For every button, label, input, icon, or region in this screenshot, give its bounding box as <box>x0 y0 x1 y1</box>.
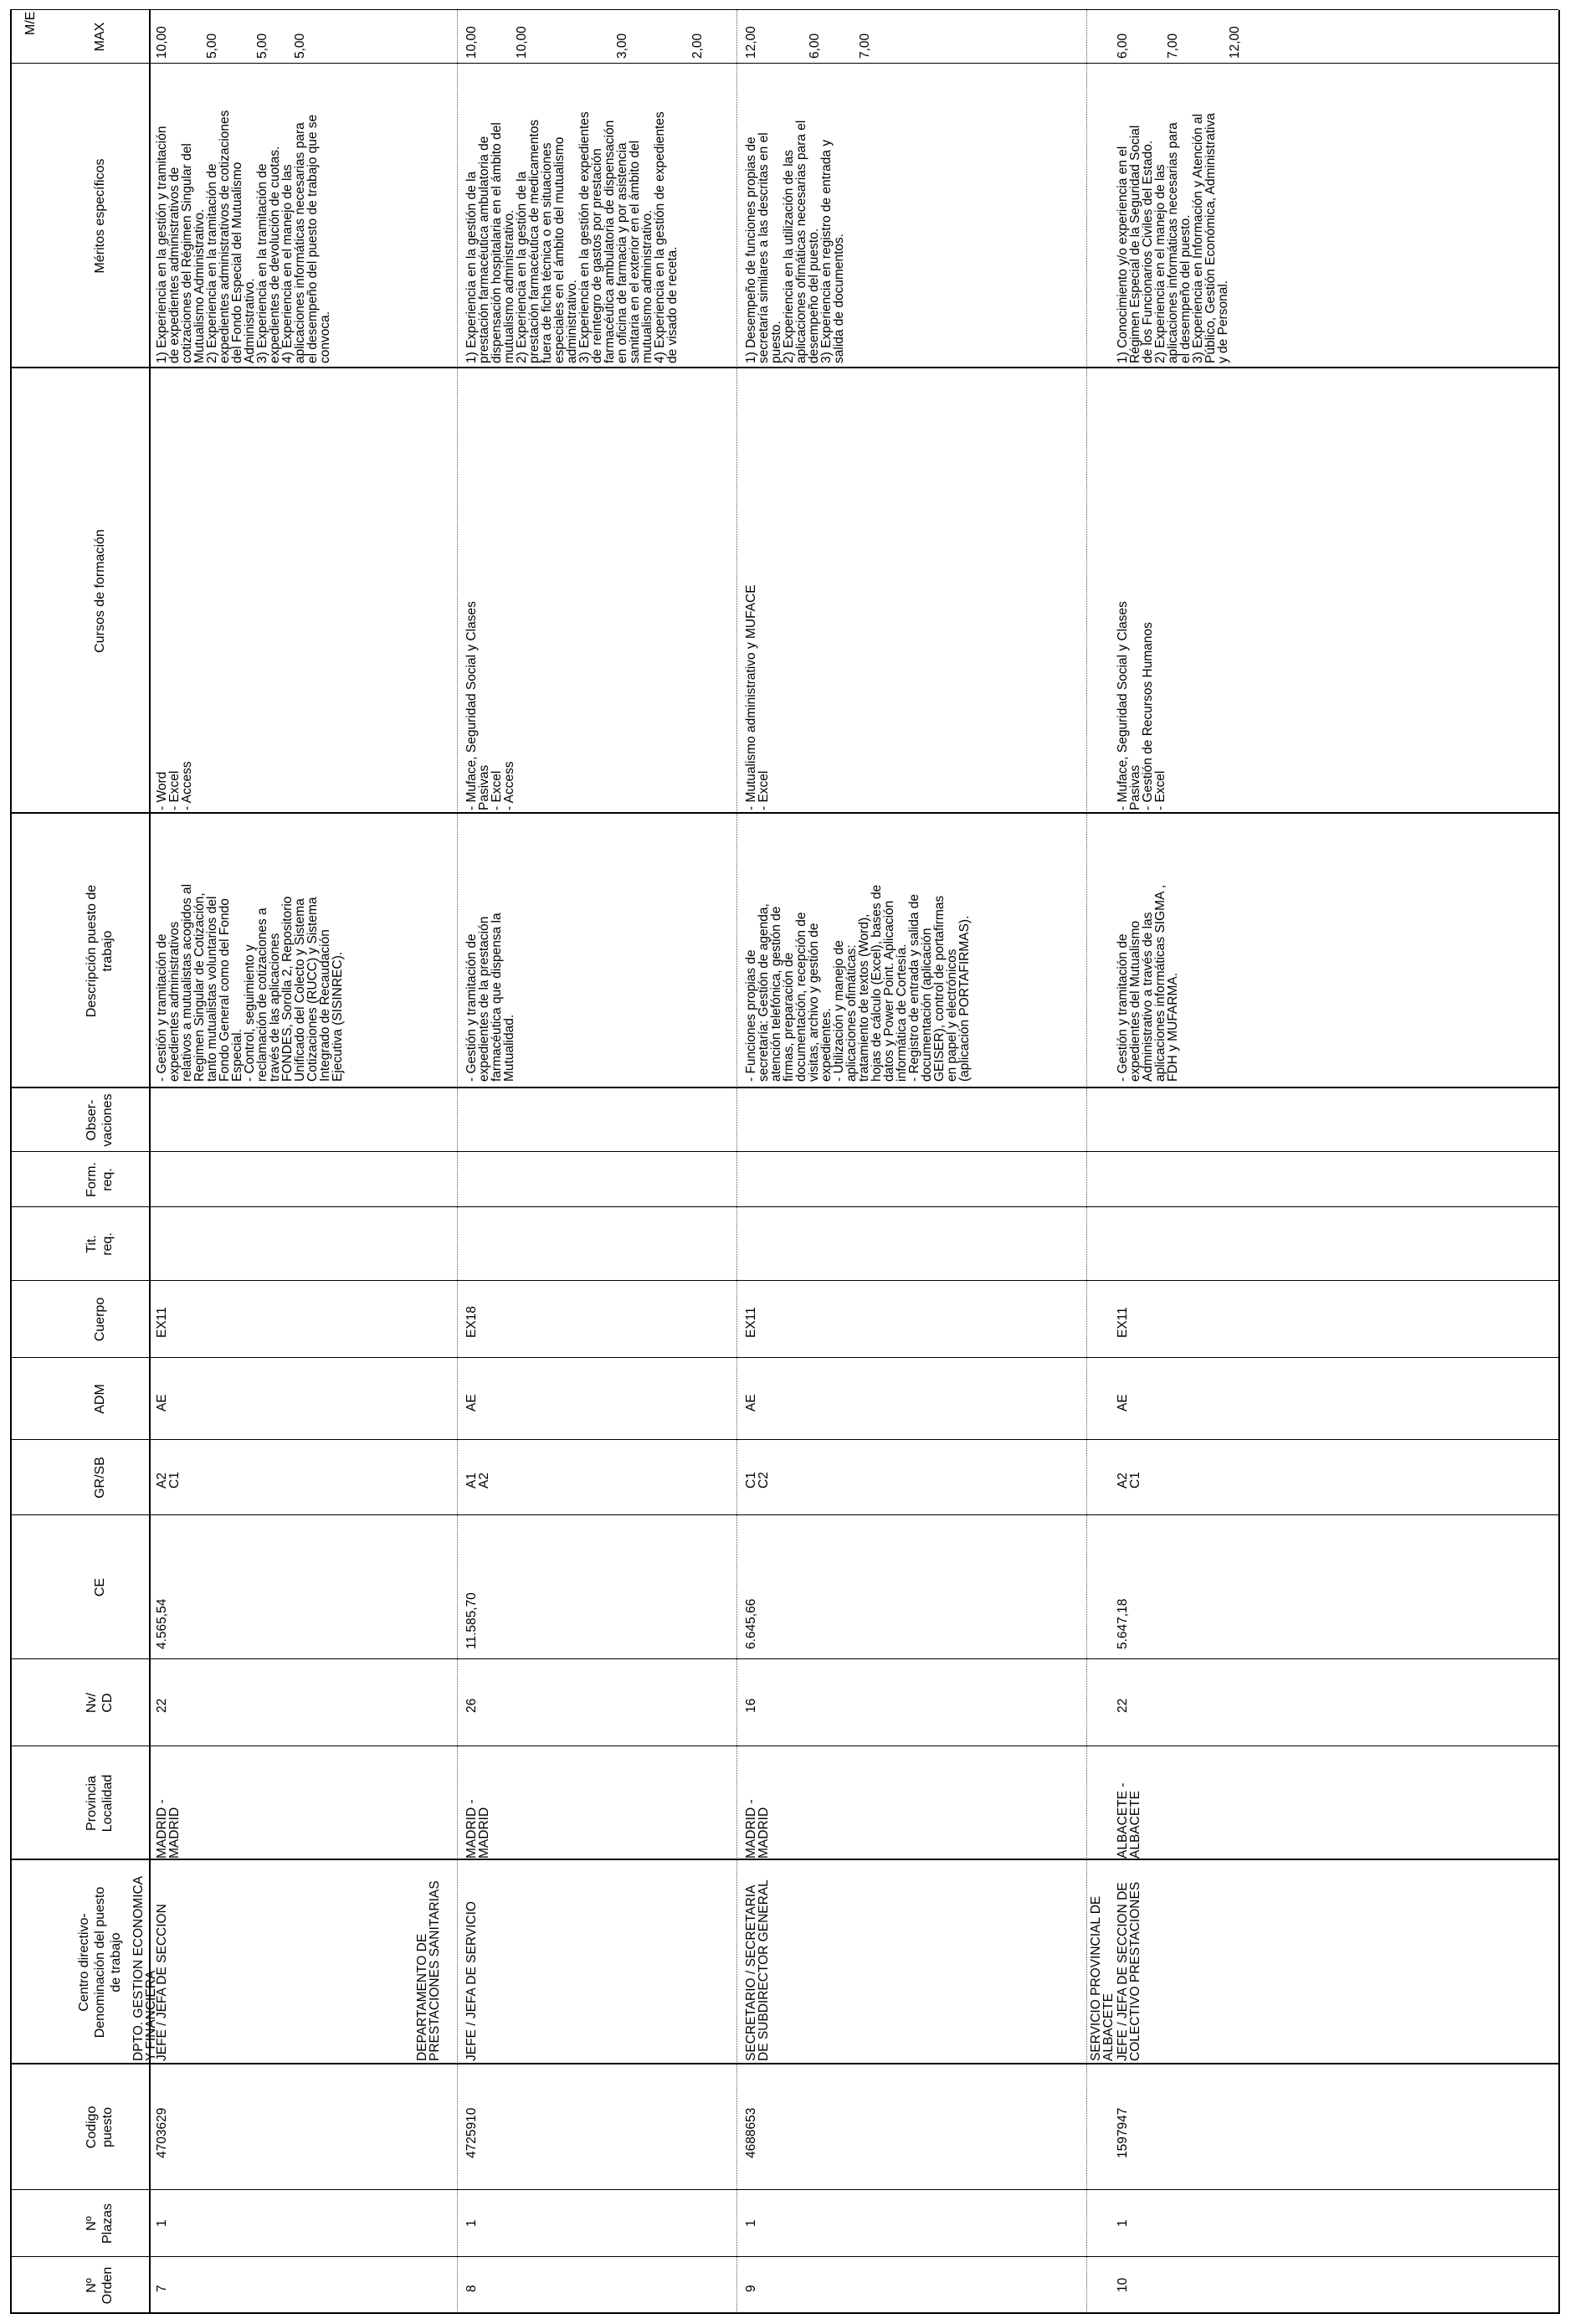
header-adm-label: ADM <box>92 1384 107 1414</box>
cell-nivel: 16 <box>744 1698 758 1713</box>
cell-adm: AE <box>744 1394 758 1411</box>
col-border <box>10 1206 1558 1207</box>
header-nivel <box>50 1659 149 1746</box>
header-cuerpo <box>50 1281 149 1358</box>
cell-meritos: 1) Experiencia en la gestión de la prestación farmacéutica ambulatoria de dispensación hospitalaria en el ámbito del mutualismo administrativo. 2) Experiencia en la gestión de la prestación farmacéutica de medicamentos fuera de ficha técnica o en situaciones especiales en el ámbito del mutualismo administrativo. 3) Experiencia en la gestión de expedientes de reintegro de gastos por prestación farmacéutica ambulatoria de dispensación en oficina de farmacia y por asistencia sanitaria en el exterior en el ámbito del mutualismo administrativo. 4) Experiencia en la gestión de expedientes de visado de receta. <box>464 111 680 363</box>
cell-max-value: 2,00 <box>690 33 705 59</box>
cell-codigo: 4688653 <box>744 2107 758 2158</box>
header-orden <box>50 2257 149 2314</box>
header-plazas <box>50 2190 149 2257</box>
cell-centro-unit: DEPARTAMENTO DE PRESTACIONES SANITARIAS <box>415 1880 442 2061</box>
cell-meritos: 1) Experiencia en la gestión y tramitación de expedientes administrativos de cotizaciones del Régimen Singular del Mutualismo Administrativo. 2) Experiencia en la tramitación de expedientes administrativos de cotizaciones del Fondo Especial del Mutualismo Administrativo. 3) Experiencia en la tramitación de expedientes de devolución de cuotas. 4) Experiencia en el manejo de las aplicaciones informáticas necesarias para el desempeño del puesto de trabajo que se convoca. <box>155 110 332 363</box>
cell-max-value: 6,00 <box>1116 33 1130 59</box>
cell-plazas: 1 <box>744 2219 758 2227</box>
cell-max-value: 12,00 <box>744 26 758 59</box>
header-formacion-label: Form. req. <box>85 1162 115 1197</box>
cell-nivel: 22 <box>1116 1698 1130 1713</box>
col-border <box>10 2063 1558 2064</box>
header-me <box>10 0 50 35</box>
cell-orden: 10 <box>1116 2277 1130 2292</box>
cell-meritos: 1) Desempeño de funciones propias de secretaría similares a las descritas en el puesto. 2) Experiencia en la utilización de las aplicaciones ofimáticas necesarias para el desempeño del puesto. 3) Experiencia en registro de entrada y salida de documentos. <box>744 120 846 363</box>
cell-ce: 4.565,54 <box>155 1598 169 1649</box>
cell-provincia: MADRID - MADRID <box>464 1799 491 1859</box>
cell-puesto: JEFE / JEFA DE SECCION DE COLECTIVO PRESTACIONES <box>1116 1881 1142 2061</box>
cell-codigo: 4703629 <box>155 2107 169 2158</box>
header-plazas-label: Nº Plazas <box>85 2203 115 2244</box>
col-border <box>10 812 1558 814</box>
header-descripcion <box>50 814 149 1088</box>
cell-orden: 9 <box>744 2285 758 2292</box>
header-grsb <box>50 1440 149 1515</box>
header-titulacion <box>50 1207 149 1281</box>
header-ce <box>50 1515 149 1659</box>
cell-adm: AE <box>464 1394 479 1411</box>
cell-cuerpo: EX11 <box>155 1307 169 1338</box>
header-ce-label: CE <box>92 1577 107 1597</box>
cell-plazas: 1 <box>464 2219 479 2227</box>
cell-grsb: A2 C1 <box>1116 1472 1142 1488</box>
cell-max-value: 7,00 <box>858 33 872 59</box>
cell-max-value: 7,00 <box>1166 33 1180 59</box>
header-meritos <box>50 64 149 368</box>
col-border <box>10 1859 1558 1860</box>
cell-puesto: JEFE / JEFA DE SERVICIO <box>464 1901 479 2061</box>
cell-provincia: MADRID - MADRID <box>155 1799 182 1859</box>
header-titulacion-label: Tit. req. <box>85 1232 115 1256</box>
cell-nivel: 26 <box>464 1698 479 1713</box>
header-grsb-label: GR/SB <box>92 1457 107 1499</box>
cell-puesto: JEFE / JEFA DE SECCION <box>155 1904 169 2061</box>
col-border <box>10 9 1558 10</box>
cell-descripcion: - Gestión y tramitación de expedientes de la prestación farmacéutica que dispensa la Mutualidad. <box>464 913 516 1082</box>
header-provincia-label: Provincia Localidad <box>85 1774 115 1833</box>
cell-centro-unit: DPTO. GESTION ECONOMICA Y FINANCIERA <box>131 1875 158 2061</box>
cell-descripcion: - Gestión y tramitación de expedientes del Mutualismo Administrativo a través de las aplicaciones informáticas SIGMA , FDH y MUFARMA. <box>1116 884 1180 1082</box>
header-formacion <box>50 1152 149 1207</box>
col-border <box>10 1658 1558 1659</box>
col-border <box>10 1280 1558 1281</box>
col-border <box>10 367 1558 368</box>
header-meritos-label: Méritos específicos <box>92 158 107 274</box>
header-max <box>50 10 149 64</box>
cell-max-value: 10,00 <box>515 26 529 59</box>
cell-provincia: ALBACETE - ALBACETE <box>1116 1782 1142 1859</box>
col-border <box>10 1151 1558 1152</box>
cell-adm: AE <box>1116 1394 1130 1411</box>
row-separator <box>736 10 737 2314</box>
header-me-label: M/E <box>23 11 38 35</box>
col-border <box>10 1514 1558 1515</box>
cell-centro-unit: SERVICIO PROVINCIAL DE ALBACETE <box>1089 1895 1116 2061</box>
row-separator <box>457 10 458 2314</box>
cell-provincia: MADRID - MADRID <box>744 1799 771 1859</box>
header-nivel-label: Nv/ CD <box>85 1693 115 1713</box>
cell-descripcion: - Funciones propias de secretaría: Gestión de agenda, atención telefónica, gestión de firmas, preparación de documentación, recepción de visitas, archivo y gestión de expedientes. - Utilización y manejo de aplicaciones ofimáticas: tratamiento de textos (Word), hojas de cálculo (Excel), bases de datos y Power Point. Aplicación informática de Cortesía. - Registro de entrada y salida de documentación (aplicación GEISER), control de portafirmas en papel y electrónicos (aplicación PORTAFIRMAS). <box>744 884 972 1082</box>
header-descripcion-label: Descripción puesto de trabajo <box>85 884 115 1018</box>
col-border <box>10 63 1558 64</box>
col-border <box>10 2312 1558 2314</box>
cell-ce: 11.585,70 <box>464 1592 479 1649</box>
cell-max-value: 6,00 <box>808 33 822 59</box>
cell-meritos: 1) Conocimiento y/o experiencia en el Régimen Especial de la Seguridad Social de los Funcionarios Civiles del Estado. 2) Experiencia en el manejo de las aplicaciones informáticas necesarias para el desempeño del puesto. 3) Experiencia en Información y Atención al Público, Gestión Económica, Administrativa y de Personal. <box>1116 113 1230 363</box>
header-provincia <box>50 1746 149 1860</box>
cell-codigo: 1597947 <box>1116 2107 1130 2158</box>
cell-max-value: 5,00 <box>205 33 219 59</box>
cell-ce: 5.647,18 <box>1116 1598 1130 1649</box>
header-codigo <box>50 2064 149 2190</box>
cell-cursos: - Muface, Seguridad Social y Clases Pasivas - Gestión de Recursos Humanos - Excel <box>1116 601 1168 810</box>
header-centro-label: Centro directivo- Denominación del puesto de trabajo <box>76 1886 123 2039</box>
cell-max-value: 5,00 <box>255 33 269 59</box>
header-orden-label: Nº Orden <box>85 2266 115 2305</box>
cell-nivel: 22 <box>155 1698 169 1713</box>
cell-cuerpo: EX18 <box>464 1306 479 1338</box>
cell-codigo: 4725910 <box>464 2107 479 2158</box>
col-border <box>10 2256 1558 2257</box>
cell-descripcion: - Gestión y tramitación de expedientes administrativos relativos a mutualistas acogidos al Regimen Singular de Cotización, tanto mutualistas voluntarios del Fondo General como del Fondo Especial. - Control, seguimiento y reclamación de cotizaciones a través de las aplicaciones FONDES, Sorolla 2, Repositorio Unificado del Colecto y Sistema Cotizaciones (RUCC) y Sistema Integrado de Recaudación Ejecutiva (SISINREC). <box>155 883 345 1082</box>
header-codigo-label: Codigo puesto <box>85 2105 115 2149</box>
cell-plazas: 1 <box>1116 2219 1130 2227</box>
cell-max-value: 12,00 <box>1228 26 1242 59</box>
table-bottom-border <box>1558 10 1560 2314</box>
col-border <box>10 2189 1558 2190</box>
cell-ce: 6.645,66 <box>744 1598 758 1649</box>
header-cuerpo-label: Cuerpo <box>92 1297 107 1342</box>
cell-cuerpo: EX11 <box>1116 1307 1130 1338</box>
cell-grsb: A2 C1 <box>155 1472 182 1488</box>
cell-max-value: 10,00 <box>155 26 169 59</box>
cell-grsb: C1 C2 <box>744 1472 771 1488</box>
col-border <box>10 1439 1558 1440</box>
cell-orden: 7 <box>155 2285 169 2292</box>
header-observaciones <box>50 1088 149 1152</box>
cell-cursos: - Muface, Seguridad Social y Clases Pasivas - Excel - Access <box>464 601 516 810</box>
header-adm <box>50 1358 149 1440</box>
header-cursos-label: Cursos de formación <box>92 529 107 653</box>
cell-cuerpo: EX11 <box>744 1307 758 1338</box>
header-cursos <box>50 368 149 814</box>
cell-cursos: - Word - Excel - Access <box>155 761 194 810</box>
cell-puesto: SECRETARIO / SECRETARIA DE SUBDIRECTOR GENERAL <box>744 1879 771 2061</box>
cell-cursos: - Mutualismo administrativo y MUFACE - Excel <box>744 584 771 810</box>
header-max-label: MAX <box>92 22 107 52</box>
cell-plazas: 1 <box>155 2219 169 2227</box>
table-top-border <box>10 10 12 2314</box>
row-separator <box>1086 10 1087 2314</box>
cell-grsb: A1 A2 <box>464 1473 491 1488</box>
cell-max-value: 10,00 <box>464 26 479 59</box>
header-observaciones-label: Obser- vaciones <box>85 1093 115 1147</box>
cell-max-value: 5,00 <box>293 33 307 59</box>
cell-adm: AE <box>155 1394 169 1411</box>
col-border <box>10 1087 1558 1088</box>
col-border <box>10 1357 1558 1358</box>
cell-orden: 8 <box>464 2285 479 2292</box>
cell-max-value: 3,00 <box>615 33 629 59</box>
